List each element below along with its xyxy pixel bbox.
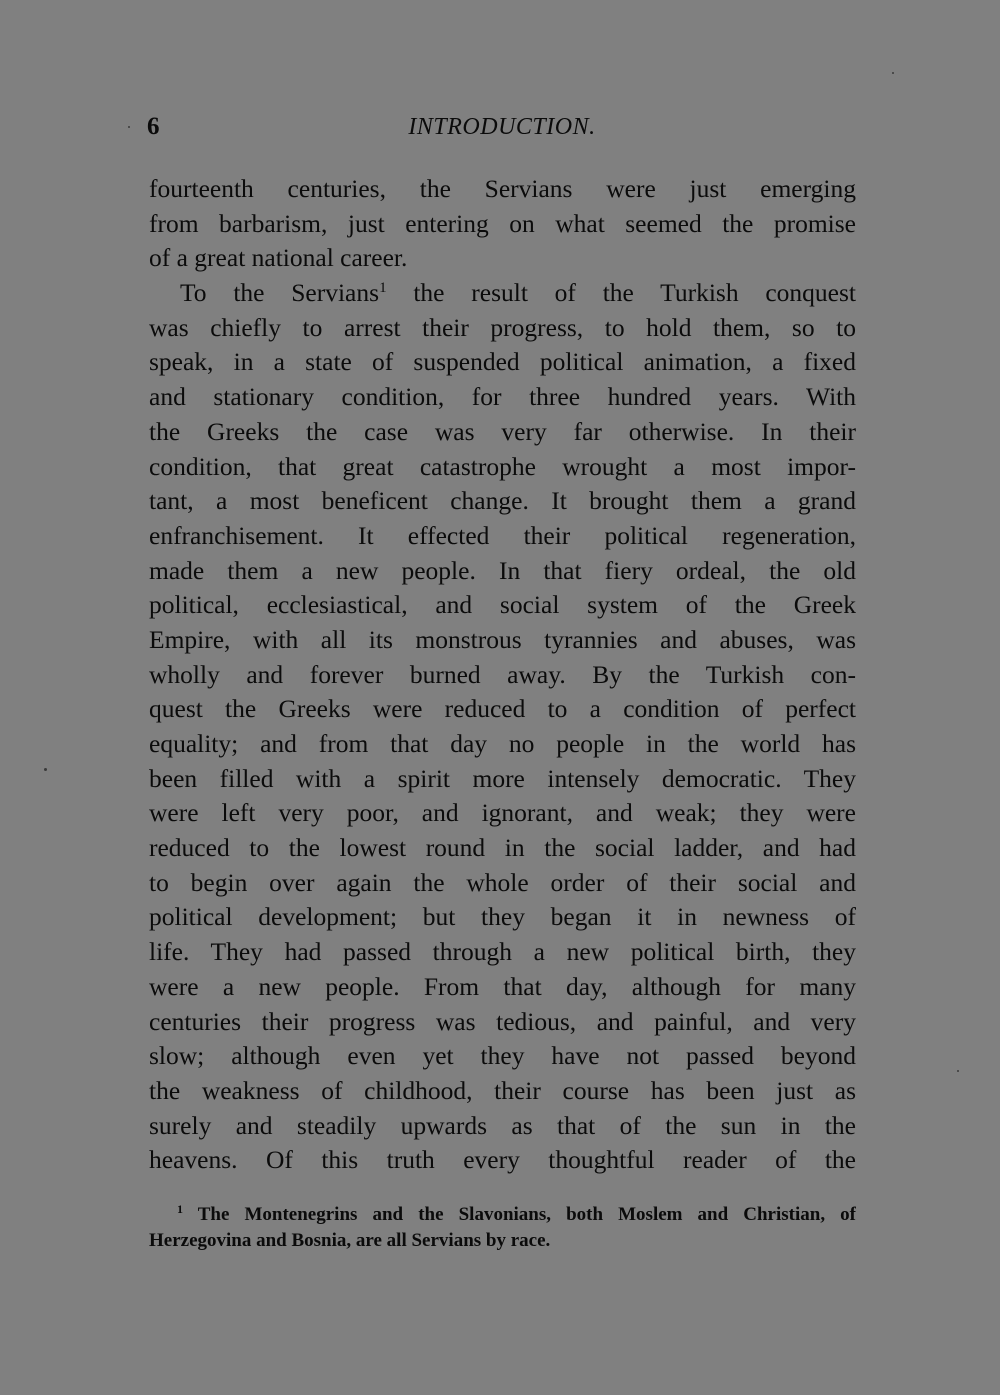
- page-header: [147, 110, 857, 144]
- body-text: [149, 172, 856, 1178]
- text-line: the Greeks the case was very far otherwise. In their: [149, 416, 856, 446]
- scan-speck: [44, 768, 47, 771]
- footnote-reference: 1: [379, 280, 387, 297]
- running-title: INTRODUCTION.: [408, 114, 596, 140]
- scan-speck: [128, 126, 130, 128]
- text-line: political, ecclesiastical, and social system of the Greek: [149, 590, 856, 620]
- text-line: from barbarism, just entering on what seemed the promise: [149, 208, 856, 238]
- text-line: tant, a most beneficent change. It brought them a grand: [149, 486, 856, 516]
- text-line: enfranchisement. It effected their political regeneration,: [149, 520, 856, 550]
- page-number: 6: [147, 113, 160, 140]
- text-line: wholly and forever burned away. By the Turkish con-: [149, 659, 856, 689]
- text-line: centuries their progress was tedious, and painful, and very: [149, 1006, 856, 1036]
- text-fragment: To the Servians: [180, 278, 380, 308]
- footnote-line: [149, 1202, 856, 1228]
- text-line: quest the Greeks were reduced to a condition of perfect: [149, 694, 856, 724]
- text-line: fourteenth centuries, the Servians were just emerging: [149, 174, 856, 203]
- text-line: reduced to the lowest round in the social ladder, and had: [149, 833, 856, 863]
- text-line: been filled with a spirit more intensely democratic. They: [149, 763, 856, 793]
- text-line: were a new people. From that day, although for many: [149, 971, 856, 1001]
- text-fragment: The Montenegrins and the Slavonians, both Moslem and Christian, of: [197, 1204, 856, 1225]
- text-line: life. They had passed through a new political birth, they: [149, 937, 856, 967]
- footnote: [149, 1202, 856, 1254]
- text-line: made them a new people. In that fiery ordeal, the old: [149, 555, 856, 585]
- text-line: to begin over again the whole order of their social and: [149, 867, 856, 897]
- text-line: condition, that great catastrophe wrought a most impor-: [149, 451, 856, 481]
- text-line: speak, in a state of suspended political animation, a fixed: [149, 347, 856, 377]
- text-line: political development; but they began it in newness of: [149, 902, 856, 932]
- text-line: Empire, with all its monstrous tyrannies and abuses, was: [149, 624, 856, 654]
- text-line: the weakness of childhood, their course has been just as: [149, 1075, 856, 1105]
- scan-speck: [957, 1070, 959, 1072]
- text-line: of a great national career.: [149, 243, 408, 273]
- scan-speck: [892, 72, 894, 74]
- text-line-with-footnote: [149, 276, 856, 311]
- text-line: slow; although even yet they have not passed beyond: [149, 1041, 856, 1071]
- text-line: was chiefly to arrest their progress, to hold them, so to: [149, 312, 856, 342]
- text-line: heavens. Of this truth every thoughtful reader of the: [149, 1145, 856, 1175]
- footnote-line: Herzegovina and Bosnia, are all Servians by race.: [149, 1230, 551, 1251]
- text-line: equality; and from that day no people in the world has: [149, 729, 856, 758]
- text-line: surely and steadily upwards as that of the sun in the: [149, 1110, 856, 1140]
- text-line: were left very poor, and ignorant, and weak; they were: [149, 798, 856, 828]
- footnote-marker: 1: [177, 1202, 183, 1216]
- text-fragment: the result of the Turkish conquest: [413, 278, 856, 308]
- text-line: and stationary condition, for three hundred years. With: [149, 382, 856, 412]
